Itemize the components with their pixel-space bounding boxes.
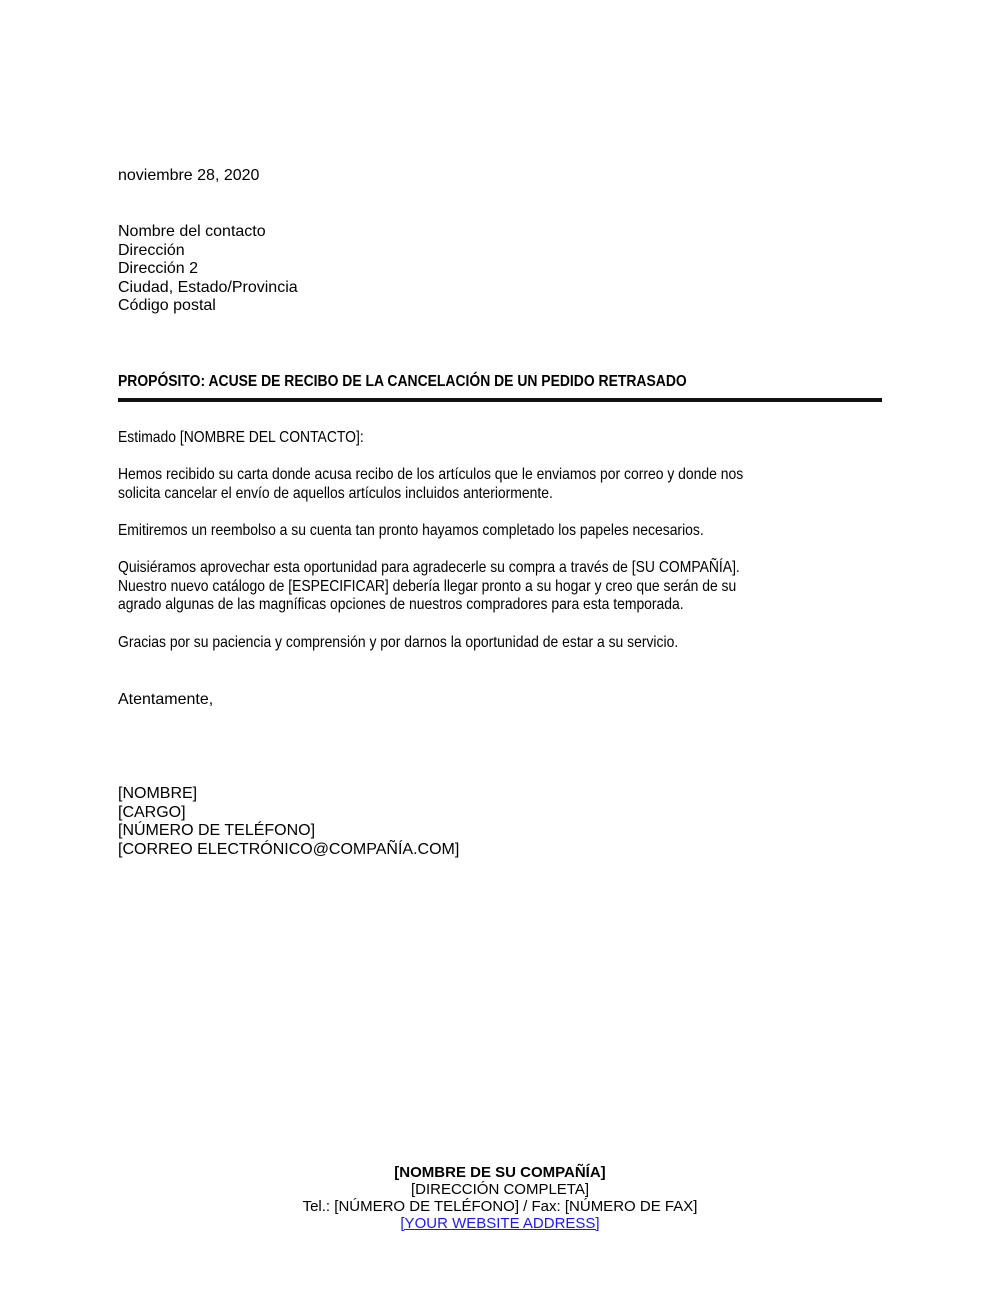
- footer-address: [DIRECCIÓN COMPLETA]: [410, 1181, 590, 1198]
- recipient-name: Nombre del contacto: [118, 223, 266, 240]
- signature-name: [NOMBRE]: [118, 785, 198, 802]
- paragraph-line: Hemos recibido su carta donde acusa recibo de los artículos que le enviamos por correo y donde nos: [118, 466, 744, 483]
- paragraph-line: Emitiremos un reembolso a su cuenta tan pronto hayamos completado los papeles necesarios.: [118, 522, 704, 539]
- body-paragraph-4: [118, 634, 678, 653]
- body-paragraph-1: [118, 466, 743, 503]
- footer-company-name: [NOMBRE DE SU COMPAÑÍA]: [394, 1164, 606, 1181]
- footer-contact: Tel.: [NÚMERO DE TELÉFONO] / Fax: [NÚMERO DE FAX]: [302, 1198, 698, 1215]
- letter-subject-heading: PROPÓSITO: ACUSE DE RECIBO DE LA CANCELACIÓN DE UN PEDIDO RETRASADO: [118, 373, 687, 390]
- recipient-address-block: [118, 223, 298, 316]
- letter-salutation: Estimado [NOMBRE DEL CONTACTO]:: [118, 429, 364, 446]
- letter-closing: Atentamente,: [118, 691, 214, 708]
- letter-date: noviembre 28, 2020: [118, 167, 260, 184]
- paragraph-line: solicita cancelar el envío de aquellos artículos incluidos anteriormente.: [118, 484, 553, 502]
- paragraph-line: Gracias por su paciencia y comprensión y por darnos la oportunidad de estar a su servicio.: [118, 634, 679, 651]
- recipient-postal-code: Código postal: [118, 297, 216, 315]
- signature-title: [CARGO]: [118, 803, 186, 821]
- signature-block: [118, 785, 459, 859]
- company-footer: [0, 1164, 1000, 1232]
- heading-divider: [118, 398, 882, 402]
- footer-website-link[interactable]: [YOUR WEBSITE ADDRESS]: [400, 1215, 600, 1232]
- recipient-address-1: Dirección: [118, 241, 185, 259]
- body-paragraph-2: [118, 522, 704, 541]
- recipient-city-state: Ciudad, Estado/Provincia: [118, 278, 298, 296]
- paragraph-line: Nuestro nuevo catálogo de [ESPECIFICAR] debería llegar pronto a su hogar y creo que serán de su: [118, 577, 737, 595]
- signature-phone: [NÚMERO DE TELÉFONO]: [118, 822, 316, 840]
- body-paragraph-3: [118, 559, 740, 615]
- paragraph-line: agrado algunas de las magníficas opciones de nuestros compradores para esta temporada.: [118, 596, 684, 614]
- paragraph-line: Quisiéramos aprovechar esta oportunidad para agradecerle su compra a través de [SU COMPAÑÍA].: [118, 559, 740, 576]
- signature-email: [CORREO ELECTRÓNICO@COMPAÑÍA.COM]: [118, 840, 460, 858]
- recipient-address-2: Dirección 2: [118, 260, 199, 278]
